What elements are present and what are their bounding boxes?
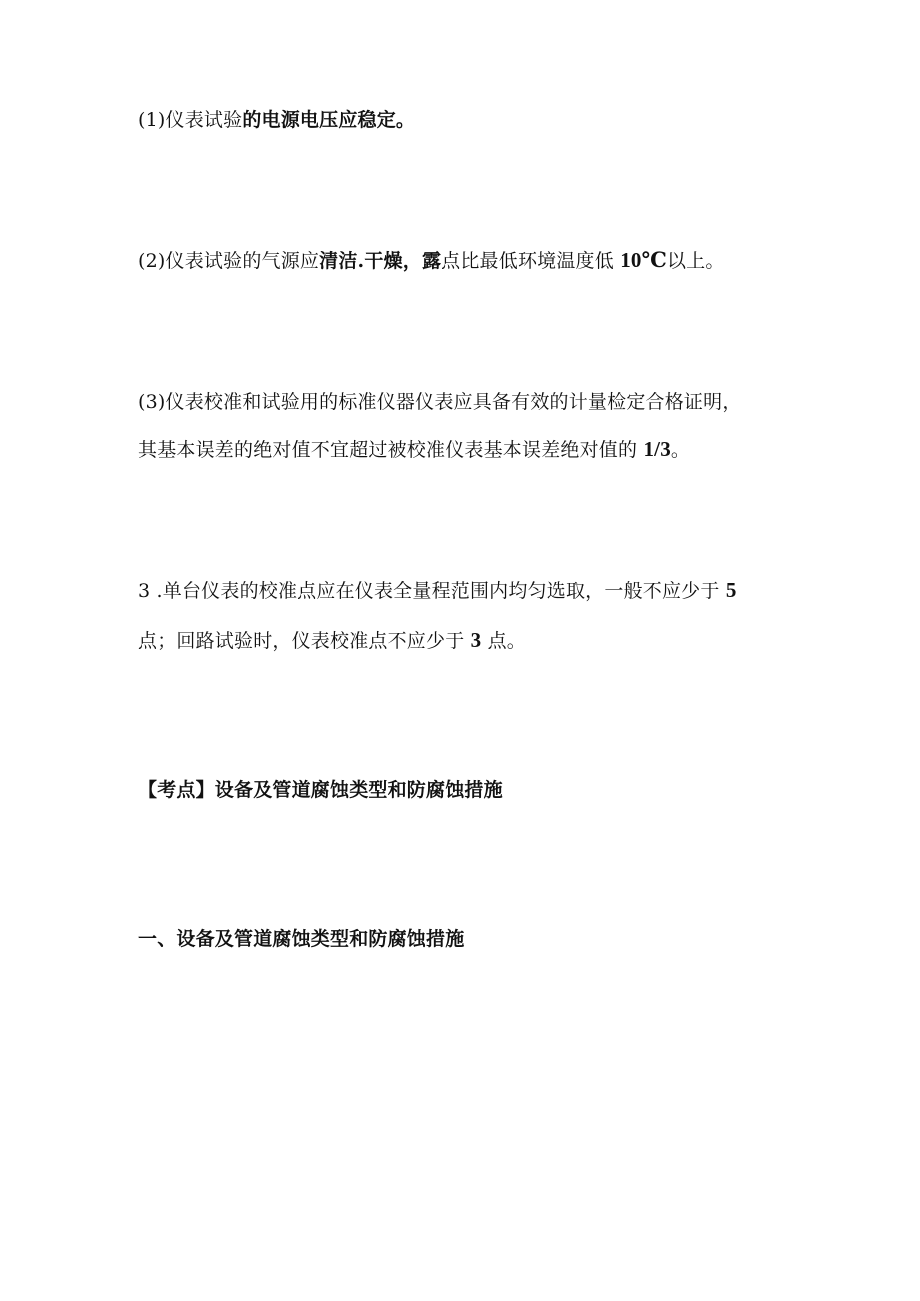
- paragraph-4-line-1: [138, 578, 798, 603]
- section-heading: 一、设备及管道腐蚀类型和防腐蚀措施: [138, 928, 465, 950]
- paragraph-2-text-3: 以上。: [666, 250, 725, 272]
- paragraph-1-prefix: (1): [138, 109, 166, 131]
- paragraph-2-text-2: 点比最低环境温度低: [441, 250, 621, 272]
- paragraph-3-text-2: 其基本误差的绝对值不宜超过被校准仪表基本误差绝对值的: [138, 439, 644, 461]
- paragraph-2-text-1: 仪表试验的气源应: [165, 250, 320, 272]
- paragraph-3-value: 1/3: [643, 437, 671, 461]
- paragraph-3-prefix: (3): [138, 391, 166, 413]
- kaodian-heading: 【考点】设备及管道腐蚀类型和防腐蚀措施: [138, 779, 503, 801]
- paragraph-4-line-2: [138, 628, 798, 653]
- paragraph-2: [138, 248, 798, 273]
- paragraph-3-text-1: 仪表校准和试验用的标准仪器仪表应具备有效的计量检定合格证明，: [165, 391, 742, 413]
- paragraph-4-text-1: 单台仪表的校准点应在仪表全量程范围内均匀选取，一般不应少于: [162, 580, 726, 602]
- paragraph-4-prefix: 3 .: [138, 580, 163, 602]
- paragraph-2-prefix: (2): [138, 250, 166, 272]
- paragraph-4-text-2: 点；回路试验时，仪表校准点不应少于: [138, 630, 471, 652]
- paragraph-3-line-2: [138, 437, 798, 462]
- paragraph-1: [138, 108, 798, 132]
- paragraph-3-end: 。: [670, 439, 691, 461]
- paragraph-1-text: 仪表试验: [165, 109, 243, 131]
- paragraph-1-bold: 的电源电压应稳定。: [242, 109, 416, 131]
- paragraph-4-value-2: 3: [470, 628, 482, 652]
- paragraph-4-value-1: 5: [725, 578, 737, 602]
- paragraph-2-value: 10℃: [620, 248, 667, 272]
- paragraph-2-bold: 清洁.干燥，露: [319, 250, 442, 272]
- paragraph-4-text-3: 点。: [481, 630, 526, 652]
- paragraph-3-line-1: [138, 390, 798, 414]
